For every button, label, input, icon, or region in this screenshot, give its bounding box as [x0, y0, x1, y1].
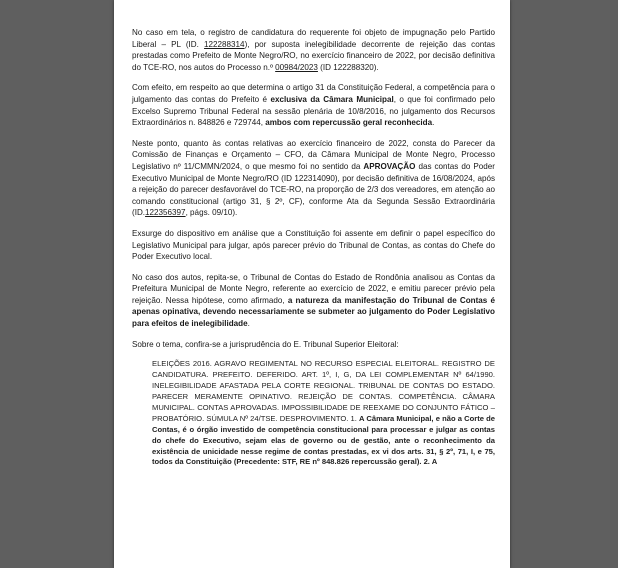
jurisprudence-quote	[152, 359, 495, 468]
text-segment: das contas do Poder Executivo Municipal de Monte Negro/RO (ID 122314090), por decisão definitiva de 16/08/2024, após a rejeição do parecer desfavorável do TCE-RO, na proporção de 2/3 dos vereadores, em atenção ao comando constitucional (artigo 31, § 2º, CF), conforme Ata da Segunda Sessão Extraordinária (ID.	[132, 161, 495, 218]
text-segment: No caso dos autos, repita-se, o Tribunal de Contas do Estado de Rondônia analisou as Contas da Prefeitura Municipal de Monte Negro, referente ao exercício de 2022, e emitiu parecer prévio pela rejeição. Nessa hipótese, como afirmado,	[132, 272, 495, 305]
paragraph-competence	[132, 82, 495, 128]
paragraph-constitution: Exsurge do dispositivo em análise que a Constituição foi assente em definir o papel específico do Legislativo Municipal para julgar, após parecer prévio do Tribunal de Contas, as contas do Chefe do Poder Executivo local.	[132, 228, 495, 262]
text-segment: (ID 122288320).	[317, 62, 379, 72]
bold-text: exclusiva da Câmara Municipal	[270, 94, 394, 104]
paragraph-impugnation	[132, 27, 495, 73]
process-number-link[interactable]: 00984/2023	[275, 62, 318, 72]
text-segment: , o que foi confirmado pelo Excelso Supremo Tribunal Federal na sessão plenária de 10/8/2016, no julgamento dos Recursos Extraordinários n. 848826 e 729744,	[132, 94, 495, 128]
document-id-link[interactable]: 122356397	[145, 208, 186, 218]
bold-text: ambos com repercussão geral reconhecida	[265, 118, 433, 128]
paragraph-jurisprudence-intro: Sobre o tema, confira-se a jurisprudência do E. Tribunal Superior Eleitoral:	[132, 339, 399, 349]
text-segment: .	[247, 319, 250, 329]
document-body	[132, 27, 495, 468]
bold-text: APROVAÇÃO	[363, 161, 416, 171]
text-segment: Com efeito, em respeito ao que determina o artigo 31 da Constituição Federal, a competência para o julgamento das contas do Prefeito é	[132, 83, 495, 104]
quote-bold-text: A Câmara Municipal, e não a Corte de Contas, é o órgão investido de competência constitucional para processar e julgar as contas do chefe do Executivo, sejam elas de governo ou de gestão, ante o reconhecimento da existência de unicidade nesse regime de contas prestadas, ex vi dos arts. 31, § 2º, 71, I, e 75, todos da Constituição (Precedente: STF, RE nº 848.826 repercussão geral). 2. A	[152, 413, 495, 467]
paragraph-tce-opinion	[132, 272, 495, 330]
text-segment: Neste ponto, quanto às contas relativas ao exercício financeiro de 2022, consta do Parecer da Comissão de Finanças e Orçamento – CFO, da Câmara Municipal de Monte Negro, Processo Legislativo nº 11/CMMN/2024, o que mesmo foi no sentido da	[132, 138, 495, 171]
text-segment: No caso em tela, o registro de candidatura do requerente foi objeto de impugnação pelo Partido Liberal – PL (ID.	[132, 28, 495, 49]
text-segment: .	[432, 118, 435, 128]
document-id-link[interactable]: 122288314	[204, 39, 245, 49]
quote-text: ELEIÇÕES 2016. AGRAVO REGIMENTAL NO RECURSO ESPECIAL ELEITORAL. REGISTRO DE CANDIDATURA. PREFEITO. DEFERIDO. ART. 1º, I, G, DA LEI COMPLEMENTAR Nº 64/1990. INELEGIBILIDADE AFASTADA PELA CORTE REGIONAL. TRIBUNAL DE CONTAS DO ESTADO. PARECER MERAMENTE OPINATIVO. REJEIÇÃO DE CONTAS. COMPETÊNCIA. CÂMARA MUNICIPAL. CONTAS APROVADAS. IMPOSSIBILIDADE DE REEXAME DO CONJUNTO FÁTICO – PROBATÓRIO. SÚMULA Nº 24/TSE. DESPROVIMENTO. 1.	[152, 359, 495, 423]
bold-text: a natureza da manifestação do Tribunal de Contas é apenas opinativa, devendo necessariamente se submeter ao julgamento do Poder Legislativo para efeitos de inelegibilidade	[132, 295, 495, 329]
text-segment: ), por suposta inelegibilidade decorrente de rejeição das contas prestadas como Prefeito de Monte Negro/RO, no exercício financeiro de 2022, por decisão definitiva do TCE-RO, nos autos do Processo n.º	[132, 39, 495, 72]
text-segment: , págs. 09/10).	[185, 208, 238, 218]
document-page	[114, 0, 510, 568]
paragraph-approval	[132, 138, 495, 219]
